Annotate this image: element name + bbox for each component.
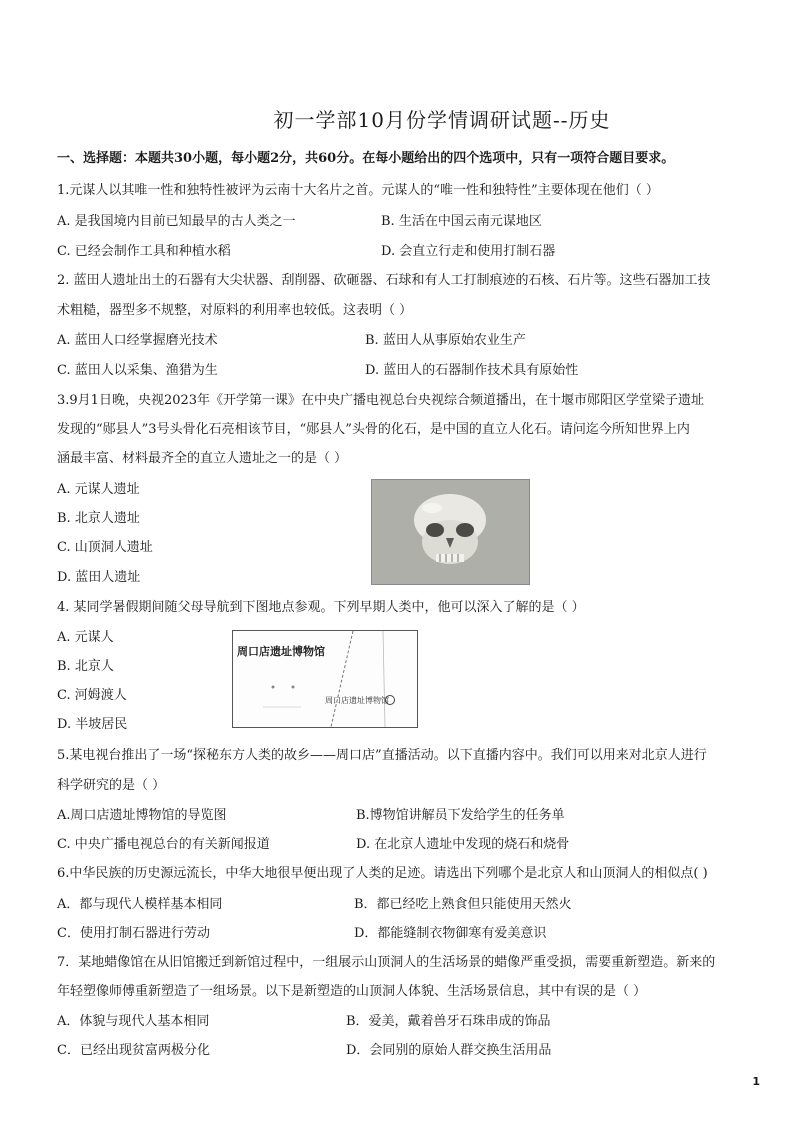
question-2-option-a: A. 蓝田人口经掌握磨光技术	[57, 333, 218, 348]
navigation-map	[232, 630, 418, 728]
question-3-option-a: A. 元谋人遗址	[57, 482, 140, 497]
question-5-stem-line2: 科学研究的是（ ）	[57, 778, 166, 793]
question-2-option-c: C. 蓝田人以采集、渔猎为生	[57, 363, 218, 378]
question-1-option-b: B. 生活在中国云南元谋地区	[381, 214, 542, 229]
question-3-option-d: D. 蓝田人遗址	[57, 570, 141, 585]
question-5-option-d: D. 在北京人遗址中发现的烧石和烧骨	[356, 837, 570, 852]
question-2-option-d: D. 蓝田人的石器制作技术具有原始性	[365, 363, 579, 378]
location-pin-icon	[385, 695, 395, 705]
map-location-label: 周口店遗址博物馆	[325, 696, 389, 705]
map-title: 周口店遗址博物馆	[237, 645, 325, 658]
question-2-option-b: B. 蓝田人从事原始农业生产	[365, 333, 526, 348]
question-2-stem-line1: 2. 蓝田人遗址出土的石器有大尖状器、刮削器、砍砸器、石球和有人工打制痕迹的石核、石片等。这些石器加工技	[57, 273, 711, 288]
question-7-option-d: D．会同别的原始人群交换生活用品	[346, 1043, 552, 1058]
section-header: 一、选择题：本题共30小题，每小题2分，共60分。在每小题给出的四个选项中，只有一项符合题目要求。	[57, 151, 675, 166]
question-4-option-d: D. 半坡居民	[57, 717, 128, 732]
page-number: 1	[752, 1075, 760, 1088]
question-1-option-d: D. 会直立行走和使用打制石器	[381, 244, 556, 259]
question-6-option-b: B．都已经吃上熟食但只能使用天然火	[354, 897, 572, 912]
question-7-option-a: A．体貌与现代人基本相同	[57, 1014, 210, 1029]
question-1-stem: 1.元谋人以其唯一性和独特性被评为云南十大名片之首。元谋人的“唯一性和独特性”主要体现在他们（ ）	[57, 183, 659, 198]
question-4-option-c: C. 河姆渡人	[57, 688, 127, 703]
page-title: 初一学部10月份学情调研试题--历史	[273, 108, 611, 132]
skull-fossil-photo	[371, 479, 530, 585]
question-6-stem: 6.中华民族的历史源远流长，中华大地很早便出现了人类的足迹。请选出下列哪个是北京人和山顶洞人的相似点( )	[57, 866, 708, 881]
question-5-option-c: C. 中央广播电视总台的有关新闻报道	[57, 837, 270, 852]
skull-image	[372, 480, 529, 584]
question-3-stem-line3: 涵最丰富、材料最齐全的直立人遗址之一的是（ ）	[57, 451, 348, 466]
question-7-option-c: C．已经出现贫富两极分化	[57, 1043, 210, 1058]
question-4-option-a: A. 元谋人	[57, 630, 114, 645]
map-road-lines	[233, 631, 417, 727]
question-4-option-b: B. 北京人	[57, 659, 114, 674]
question-5-option-a: A.周口店遗址博物馆的导览图	[57, 808, 227, 823]
question-4-stem: 4. 某同学暑假期间随父母导航到下图地点参观。下列早期人类中，他可以深入了解的是（ ）	[57, 600, 585, 615]
question-5-stem-line1: 5.某电视台推出了一场“探秘东方人类的故乡——周口店”直播活动。以下直播内容中。我们可以用来对北京人进行	[57, 748, 707, 763]
question-7-stem-line1: 7．某地蜡像馆在从旧馆搬迁到新馆过程中，一组展示山顶洞人的生活场景的蜡像严重受损，需要重新塑造。新来的	[57, 955, 716, 970]
question-1-option-c: C. 已经会制作工具和种植水稻	[57, 244, 231, 259]
question-2-stem-line2: 术粗糙，器型多不规整，对原料的利用率也较低。这表明（ ）	[57, 303, 413, 318]
question-7-option-b: B．爱美，戴着兽牙石珠串成的饰品	[346, 1014, 551, 1029]
question-5-option-b: B.博物馆讲解员下发给学生的任务单	[356, 808, 565, 823]
question-6-option-a: A．都与现代人模样基本相同	[57, 897, 223, 912]
question-3-option-c: C. 山顶洞人遗址	[57, 540, 153, 555]
question-1-option-a: A. 是我国境内目前已知最早的古人类之一	[57, 214, 296, 229]
question-7-stem-line2: 年轻塑像师傅重新塑造了一组场景。以下是新塑造的山顶洞人体貌、生活场景信息，其中有误的是（ ）	[57, 984, 647, 999]
question-3-stem-line2: 发现的“郧县人”3号头骨化石亮相该节目，“郧县人”头骨的化石，是中国的直立人化石。请问迄今所知世界上内	[57, 422, 690, 437]
question-3-option-b: B. 北京人遗址	[57, 511, 140, 526]
question-6-option-c: C．使用打制石器进行劳动	[57, 926, 210, 941]
question-3-stem-line1: 3.9月1日晚，央视2023年《开学第一课》在中央广播电视总台央视综合频道播出，在十堰市郧阳区学堂梁子遗址	[57, 393, 705, 408]
question-6-option-d: D．都能缝制衣物御寒有爱美意识	[354, 926, 547, 941]
